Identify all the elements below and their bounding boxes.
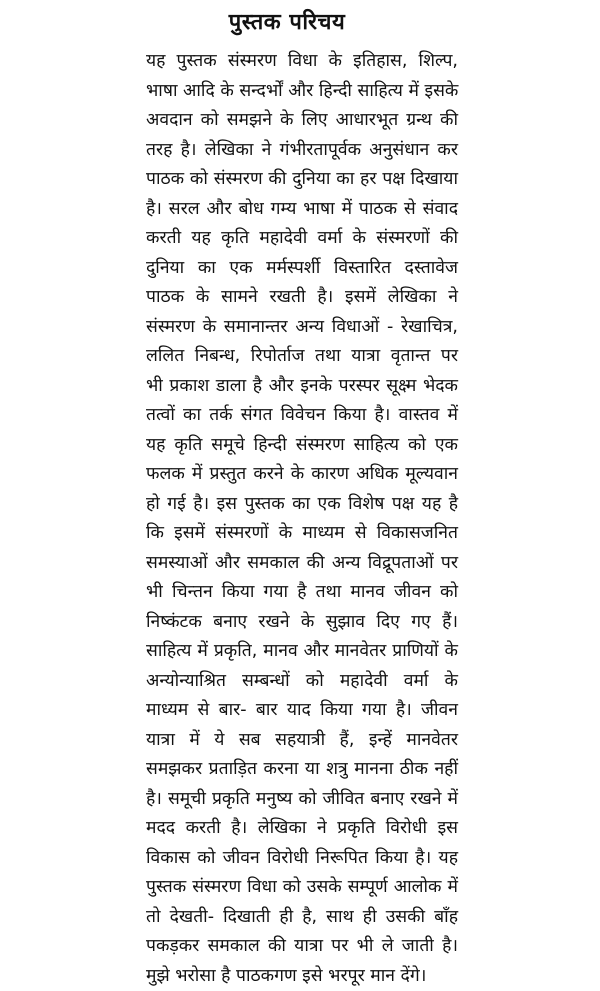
text-line: अन्योन्याश्रित सम्बन्धों को महादेवी वर्मा के <box>146 667 458 697</box>
text-line: यात्रा में ये सब सहयात्री हैं, इन्हें मानवेतर <box>146 726 458 756</box>
text-line: माध्यम से बार- बार याद किया गया है। जीवन <box>146 696 458 726</box>
text-line: ललित निबन्ध, रिपोर्ताज तथा यात्रा वृतान्त पर <box>146 342 458 372</box>
text-line: साहित्य में प्रकृति, मानव और मानवेतर प्राणियों के <box>146 637 458 667</box>
text-line: यह पुस्तक संस्मरण विधा के इतिहास, शिल्प, <box>146 47 458 77</box>
text-line: मुझे भरोसा है पाठकगण इसे भरपूर मान देंगे। <box>146 962 458 991</box>
text-line: भी प्रकाश डाला है और इनके परस्पर सूक्ष्म भेदक <box>146 372 458 402</box>
text-line: पाठक के सामने रखती है। इसमें लेखिका ने <box>146 283 458 313</box>
text-line: अवदान को समझने के लिए आधारभूत ग्रन्थ की <box>146 106 458 136</box>
text-line: समस्याओं और समकाल की अन्य विद्रूपताओं पर <box>146 549 458 579</box>
text-line: तरह है। लेखिका ने गंभीरतापूर्वक अनुसंधान कर <box>146 136 458 166</box>
text-line: कि इसमें संस्मरणों के माध्यम से विकासजनित <box>146 519 458 549</box>
text-line: समझकर प्रताड़ित करना या शत्रु मानना ठीक नहीं <box>146 755 458 785</box>
text-line: करती यह कृति महादेवी वर्मा के संस्मरणों की <box>146 224 458 254</box>
text-line: निष्कंटक बनाए रखने के सुझाव दिए गए हैं। <box>146 608 458 638</box>
text-line: है। समूची प्रकृति मनुष्य को जीवित बनाए रखने में <box>146 785 458 815</box>
text-line: तो देखती- दिखाती ही है, साथ ही उसकी बाँह <box>146 903 458 933</box>
text-line: पाठक को संस्मरण की दुनिया का हर पक्ष दिखाया <box>146 165 458 195</box>
text-line: मदद करती है। लेखिका ने प्रकृति विरोधी इस <box>146 814 458 844</box>
text-line: तत्वों का तर्क संगत विवेचन किया है। वास्तव में <box>146 401 458 431</box>
body-paragraph <box>146 47 458 991</box>
text-line: विकास को जीवन विरोधी निरूपित किया है। यह <box>146 844 458 874</box>
text-line: फलक में प्रस्तुत करने के कारण अधिक मूल्यवान <box>146 460 458 490</box>
text-line: यह कृति समूचे हिन्दी संस्मरण साहित्य को एक <box>146 431 458 461</box>
text-line: है। सरल और बोध गम्य भाषा में पाठक से संवाद <box>146 195 458 225</box>
text-line: संस्मरण के समानान्तर अन्य विधाओं - रेखाचित्र, <box>146 313 458 343</box>
text-line: भी चिन्तन किया गया है तथा मानव जीवन को <box>146 578 458 608</box>
text-line: दुनिया का एक मर्मस्पर्शी विस्तारित दस्तावेज <box>146 254 458 284</box>
text-line: पकड़कर समकाल की यात्रा पर भी ले जाती है। <box>146 932 458 962</box>
page-title: पुस्तक परिचय <box>146 6 428 40</box>
text-line: भाषा आदि के सन्दर्भों और हिन्दी साहित्य में इसके <box>146 77 458 107</box>
text-line: पुस्तक संस्मरण विधा को उसके सम्पूर्ण आलोक में <box>146 873 458 903</box>
text-line: हो गई है। इस पुस्तक का एक विशेष पक्ष यह है <box>146 490 458 520</box>
